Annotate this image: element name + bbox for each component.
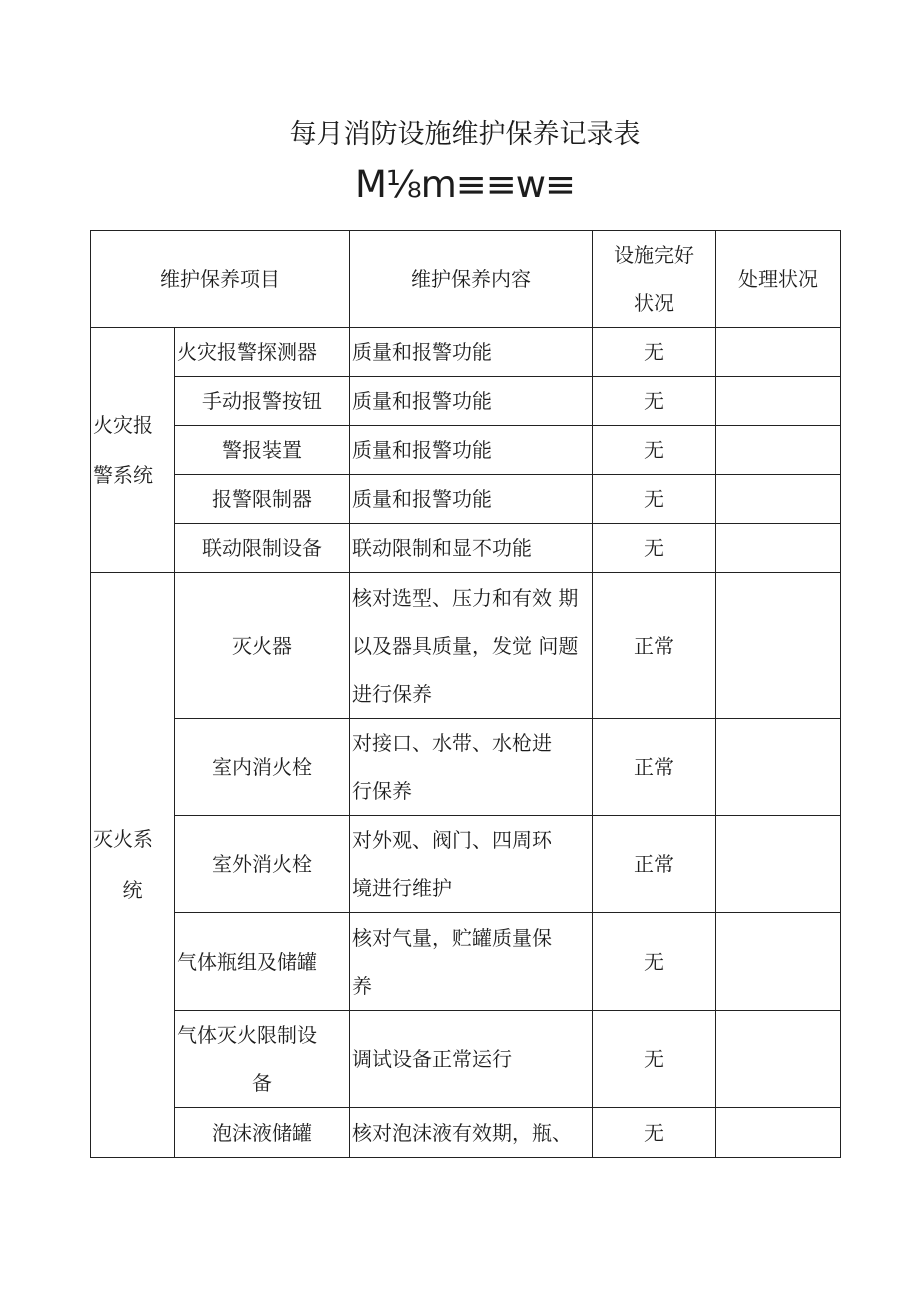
handling-cell xyxy=(716,426,841,475)
handling-cell xyxy=(716,816,841,913)
status-cell xyxy=(593,377,716,426)
content-line: 对接口、水带、水枪进 xyxy=(352,731,552,755)
status-value: 正常 xyxy=(634,633,674,658)
content-cell xyxy=(350,816,593,913)
content-cell xyxy=(350,913,593,1011)
status-cell xyxy=(593,1108,716,1158)
content-cell xyxy=(350,377,593,426)
header-status-line: 状况 xyxy=(634,291,674,315)
status-value: 无 xyxy=(644,536,664,560)
table-row xyxy=(91,1108,841,1158)
content-text: 调试设备正常运行 xyxy=(352,1047,512,1071)
header-handling xyxy=(716,231,841,328)
content-line: 核对气量，贮罐质量保 xyxy=(352,925,552,950)
group-label-line: 火灾报 xyxy=(93,413,153,437)
item-cell xyxy=(175,573,350,719)
header-content xyxy=(350,231,593,328)
status-cell xyxy=(593,913,716,1011)
item-cell xyxy=(175,328,350,377)
content-cell xyxy=(350,475,593,524)
item-cell xyxy=(175,475,350,524)
item-cell xyxy=(175,1011,350,1108)
group-cell-extinguishing-system xyxy=(91,573,175,1158)
header-status-line: 设施完好 xyxy=(614,243,694,267)
group-label-line: 灭火系 xyxy=(93,827,153,851)
table-row xyxy=(91,328,841,377)
content-text: 核对泡沫液有效期，瓶、 xyxy=(352,1120,572,1145)
content-line: 以及器具质量，发觉 问题 xyxy=(352,633,579,658)
status-cell xyxy=(593,475,716,524)
header-content-label: 维护保养内容 xyxy=(411,267,531,291)
table-row xyxy=(91,377,841,426)
status-value: 无 xyxy=(644,389,664,413)
item-label: 手动报警按钮 xyxy=(202,389,322,413)
content-line: 核对选型、压力和有效 期 xyxy=(352,585,579,610)
table-row xyxy=(91,1011,841,1108)
status-cell xyxy=(593,328,716,377)
item-label: 报警限制器 xyxy=(212,487,312,511)
header-status xyxy=(593,231,716,328)
item-label: 警报装置 xyxy=(222,438,302,462)
table-row xyxy=(91,573,841,719)
content-cell xyxy=(350,1011,593,1108)
content-cell xyxy=(350,573,593,719)
item-cell xyxy=(175,913,350,1011)
status-cell xyxy=(593,816,716,913)
item-line: 气体灭火限制设 xyxy=(177,1023,317,1047)
content-text: 质量和报警功能 xyxy=(352,389,492,413)
item-cell xyxy=(175,426,350,475)
table-row xyxy=(91,719,841,816)
maintenance-record-table xyxy=(90,230,841,1158)
header-item-label: 维护保养项目 xyxy=(160,267,280,291)
handling-cell xyxy=(716,913,841,1011)
handling-cell xyxy=(716,328,841,377)
table-row xyxy=(91,524,841,573)
item-cell xyxy=(175,524,350,573)
header-item xyxy=(91,231,350,328)
table-row xyxy=(91,475,841,524)
status-value: 正常 xyxy=(634,755,674,779)
handling-cell xyxy=(716,377,841,426)
item-label: 气体瓶组及储罐 xyxy=(177,949,317,974)
content-text: 质量和报警功能 xyxy=(352,340,492,364)
status-value: 无 xyxy=(644,438,664,462)
item-label: 室内消火栓 xyxy=(212,755,312,779)
content-line: 对外观、阀门、四周环 xyxy=(352,828,552,852)
group-label-line: 统 xyxy=(122,878,143,902)
document-title: 每月消防设施维护保养记录表 xyxy=(289,119,641,150)
handling-cell xyxy=(716,1108,841,1158)
content-cell xyxy=(350,328,593,377)
handling-cell xyxy=(716,475,841,524)
status-value: 无 xyxy=(644,1047,664,1071)
status-cell xyxy=(593,426,716,475)
status-value: 正常 xyxy=(634,852,674,876)
header-handling-label: 处理状况 xyxy=(738,267,818,291)
item-label: 火灾报警探测器 xyxy=(177,340,317,364)
content-cell xyxy=(350,1108,593,1158)
item-cell xyxy=(175,1108,350,1158)
table-row xyxy=(91,426,841,475)
item-label: 泡沫液储罐 xyxy=(212,1120,312,1145)
item-label: 灭火器 xyxy=(232,633,292,658)
document-subtitle: M⅛m≡≡w≡ xyxy=(354,163,576,206)
handling-cell xyxy=(716,524,841,573)
content-cell xyxy=(350,426,593,475)
content-text: 质量和报警功能 xyxy=(352,487,492,511)
status-cell xyxy=(593,573,716,719)
table-row xyxy=(91,913,841,1011)
item-cell xyxy=(175,816,350,913)
handling-cell xyxy=(716,1011,841,1108)
status-value: 无 xyxy=(644,340,664,364)
status-cell xyxy=(593,524,716,573)
item-line: 备 xyxy=(252,1071,272,1095)
content-line: 养 xyxy=(352,973,372,998)
content-line: 境进行维护 xyxy=(352,876,452,900)
content-text: 联动限制和显不功能 xyxy=(352,536,532,560)
content-line: 行保养 xyxy=(352,779,412,803)
group-cell-fire-alarm-system xyxy=(91,328,175,573)
status-cell xyxy=(593,719,716,816)
status-value: 无 xyxy=(644,487,664,511)
item-cell xyxy=(175,719,350,816)
item-label: 联动限制设备 xyxy=(202,536,322,560)
content-text: 质量和报警功能 xyxy=(352,438,492,462)
item-label: 室外消火栓 xyxy=(212,852,312,876)
status-value: 无 xyxy=(644,949,664,974)
handling-cell xyxy=(716,719,841,816)
handling-cell xyxy=(716,573,841,719)
content-cell xyxy=(350,719,593,816)
status-cell xyxy=(593,1011,716,1108)
content-cell xyxy=(350,524,593,573)
content-line: 进行保养 xyxy=(352,681,432,706)
item-cell xyxy=(175,377,350,426)
status-value: 无 xyxy=(644,1120,664,1145)
table-header-row xyxy=(91,231,841,328)
group-label-line: 警系统 xyxy=(93,463,153,487)
table-row xyxy=(91,816,841,913)
